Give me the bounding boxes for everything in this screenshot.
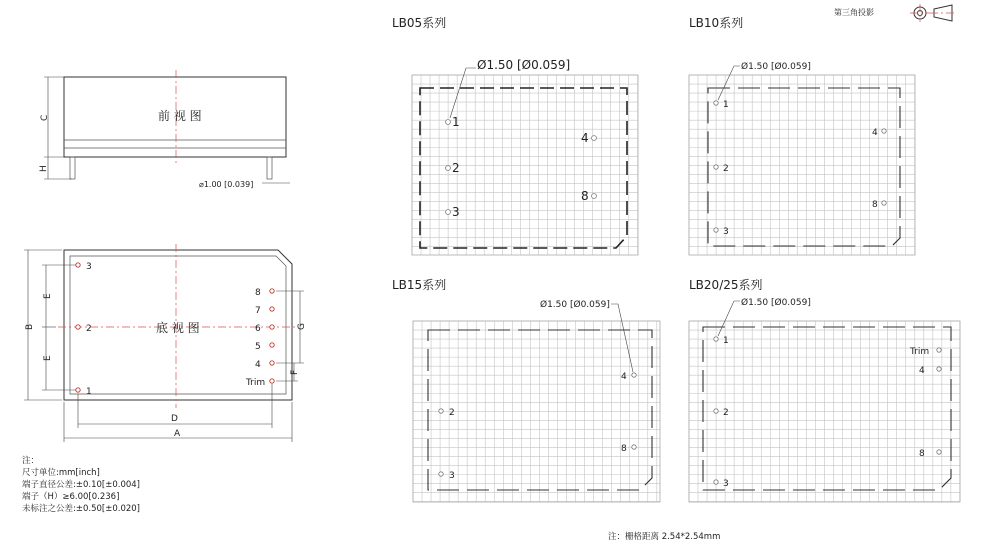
pin-label-4-lb05: 4: [581, 131, 589, 145]
dim-b-label: B: [25, 323, 35, 330]
note-line: 未标注之公差:±0.50[±0.020]: [22, 504, 141, 514]
hole-3-lb15: [439, 472, 443, 476]
hole-label-lb05: Ø1.50 [Ø0.059]: [477, 58, 571, 72]
dim-g-label: G: [297, 323, 307, 330]
pin-label-1-lb20-25: 1: [723, 336, 729, 346]
pin-label-2: 2: [86, 324, 92, 334]
hole-2-lb05: [446, 166, 451, 171]
pin-label-7: 7: [255, 306, 261, 316]
pin-label-4-lb15: 4: [621, 372, 627, 382]
note-line: 端子（H）≥6.00[0.236]: [22, 492, 120, 502]
dim-d-label: D: [171, 414, 178, 424]
front-pin-right: [267, 157, 272, 179]
dim-f-label: F: [290, 369, 300, 375]
pin-label-8: 8: [255, 288, 261, 298]
pin-label-trim-lb20-25: Trim: [910, 347, 930, 357]
pin-8-hole: [270, 289, 274, 293]
hole-8-lb05: [592, 194, 597, 199]
pin-label-5: 5: [255, 342, 261, 352]
footprint-lb10: [689, 15, 915, 255]
footprint-lb20-25: [689, 277, 960, 502]
projection-header: [834, 4, 956, 22]
footprint-title-lb15: LB15系列: [392, 278, 447, 292]
pin-3-hole: [76, 263, 80, 267]
footprint-lb05: [392, 15, 638, 255]
hole-3-lb20-25: [714, 480, 718, 484]
pin-label-trim: Trim: [246, 378, 266, 388]
footprint-grid: [412, 75, 638, 255]
pin-label-3-lb10: 3: [723, 227, 729, 237]
hole-8-lb15: [632, 445, 636, 449]
front-view-title: 前 视 图: [158, 109, 202, 123]
pin-label-4-lb10: 4: [872, 128, 878, 138]
pin-label-3-lb20-25: 3: [723, 479, 729, 489]
footprint-title-lb10: LB10系列: [689, 16, 744, 30]
dim-a-label: A: [174, 429, 181, 439]
pin-4-hole: [270, 361, 274, 365]
footprint-title-lb20-25: LB20/25系列: [689, 278, 763, 292]
dim-e-upper-label: E: [43, 293, 53, 299]
third-angle-projection-icon: [910, 4, 956, 22]
hole-1-lb05: [446, 120, 451, 125]
pin-label-4-lb20-25: 4: [919, 366, 925, 376]
pin-label-8-lb05: 8: [581, 189, 589, 203]
hole-label-lb10: Ø1.50 [Ø0.059]: [741, 62, 811, 72]
hole-2-lb10: [714, 165, 718, 169]
pin-1-hole: [76, 388, 80, 392]
outline-lb10: [708, 88, 900, 246]
hole-8-lb10: [882, 201, 886, 205]
grid-spacing-note: 注：栅格距离 2.54*2.54mm: [608, 532, 721, 542]
dim-h-label: H: [39, 165, 49, 172]
pin-label-1-lb05: 1: [452, 115, 460, 129]
pin-label-2-lb10: 2: [723, 164, 729, 174]
pin-diameter-label: ⌀1.00 [0.039]: [199, 180, 254, 189]
note-line: 端子直径公差:±0.10[±0.004]: [22, 480, 141, 490]
hole-3-lb05: [446, 210, 451, 215]
front-view: [39, 70, 290, 189]
pin-label-1: 1: [86, 387, 92, 397]
pin-6-hole: [270, 325, 274, 329]
pin-label-3-lb15: 3: [449, 471, 455, 481]
pin-label-2-lb20-25: 2: [723, 408, 729, 418]
note-line: 尺寸单位:mm[inch]: [22, 468, 100, 478]
hole-2-lb15: [439, 409, 443, 413]
front-pin-left: [70, 157, 75, 179]
pin-label-6: 6: [255, 324, 261, 334]
pin-trim-hole: [270, 379, 274, 383]
footprint-lb15: [392, 277, 660, 502]
hole-label-lb20-25: Ø1.50 [Ø0.059]: [741, 298, 811, 308]
projection-label: 第三角投影: [834, 8, 874, 17]
footprint-title-lb05: LB05系列: [392, 16, 447, 30]
hole-8-lb20-25: [937, 450, 941, 454]
pin-label-4: 4: [255, 360, 261, 370]
pin-label-2-lb05: 2: [452, 161, 460, 175]
hole-1-lb10: [714, 101, 718, 105]
hole-4-lb20-25: [937, 367, 941, 371]
hole-4-lb05: [592, 136, 597, 141]
hole-4-lb10: [882, 129, 886, 133]
hole-3-lb10: [714, 228, 718, 232]
pin-label-8-lb20-25: 8: [919, 449, 925, 459]
hole-4-lb15: [632, 373, 636, 377]
notes-title: 注：: [22, 456, 40, 466]
pin-label-8-lb15: 8: [621, 444, 627, 454]
notes-block: [22, 455, 140, 514]
hole-1-lb20-25: [714, 337, 718, 341]
pin-2-hole: [76, 325, 80, 329]
dim-c-label: C: [40, 114, 50, 121]
bottom-view: [24, 244, 307, 442]
pin-label-1-lb10: 1: [723, 100, 729, 110]
pin-label-3-lb05: 3: [452, 205, 460, 219]
pin-5-hole: [270, 343, 274, 347]
hole-2-lb20-25: [714, 409, 718, 413]
pin-label-2-lb15: 2: [449, 408, 455, 418]
pin-label-3: 3: [86, 262, 92, 272]
hole-label-lb15: Ø1.50 [Ø0.059]: [540, 300, 610, 310]
bottom-view-title: 底 视 图: [156, 321, 200, 335]
hole-trim-lb20-25: [937, 348, 941, 352]
dim-e-lower-label: E: [43, 355, 53, 361]
pin-label-8-lb10: 8: [872, 200, 878, 210]
pin-7-hole: [270, 307, 274, 311]
outline-lb15: [428, 330, 652, 490]
